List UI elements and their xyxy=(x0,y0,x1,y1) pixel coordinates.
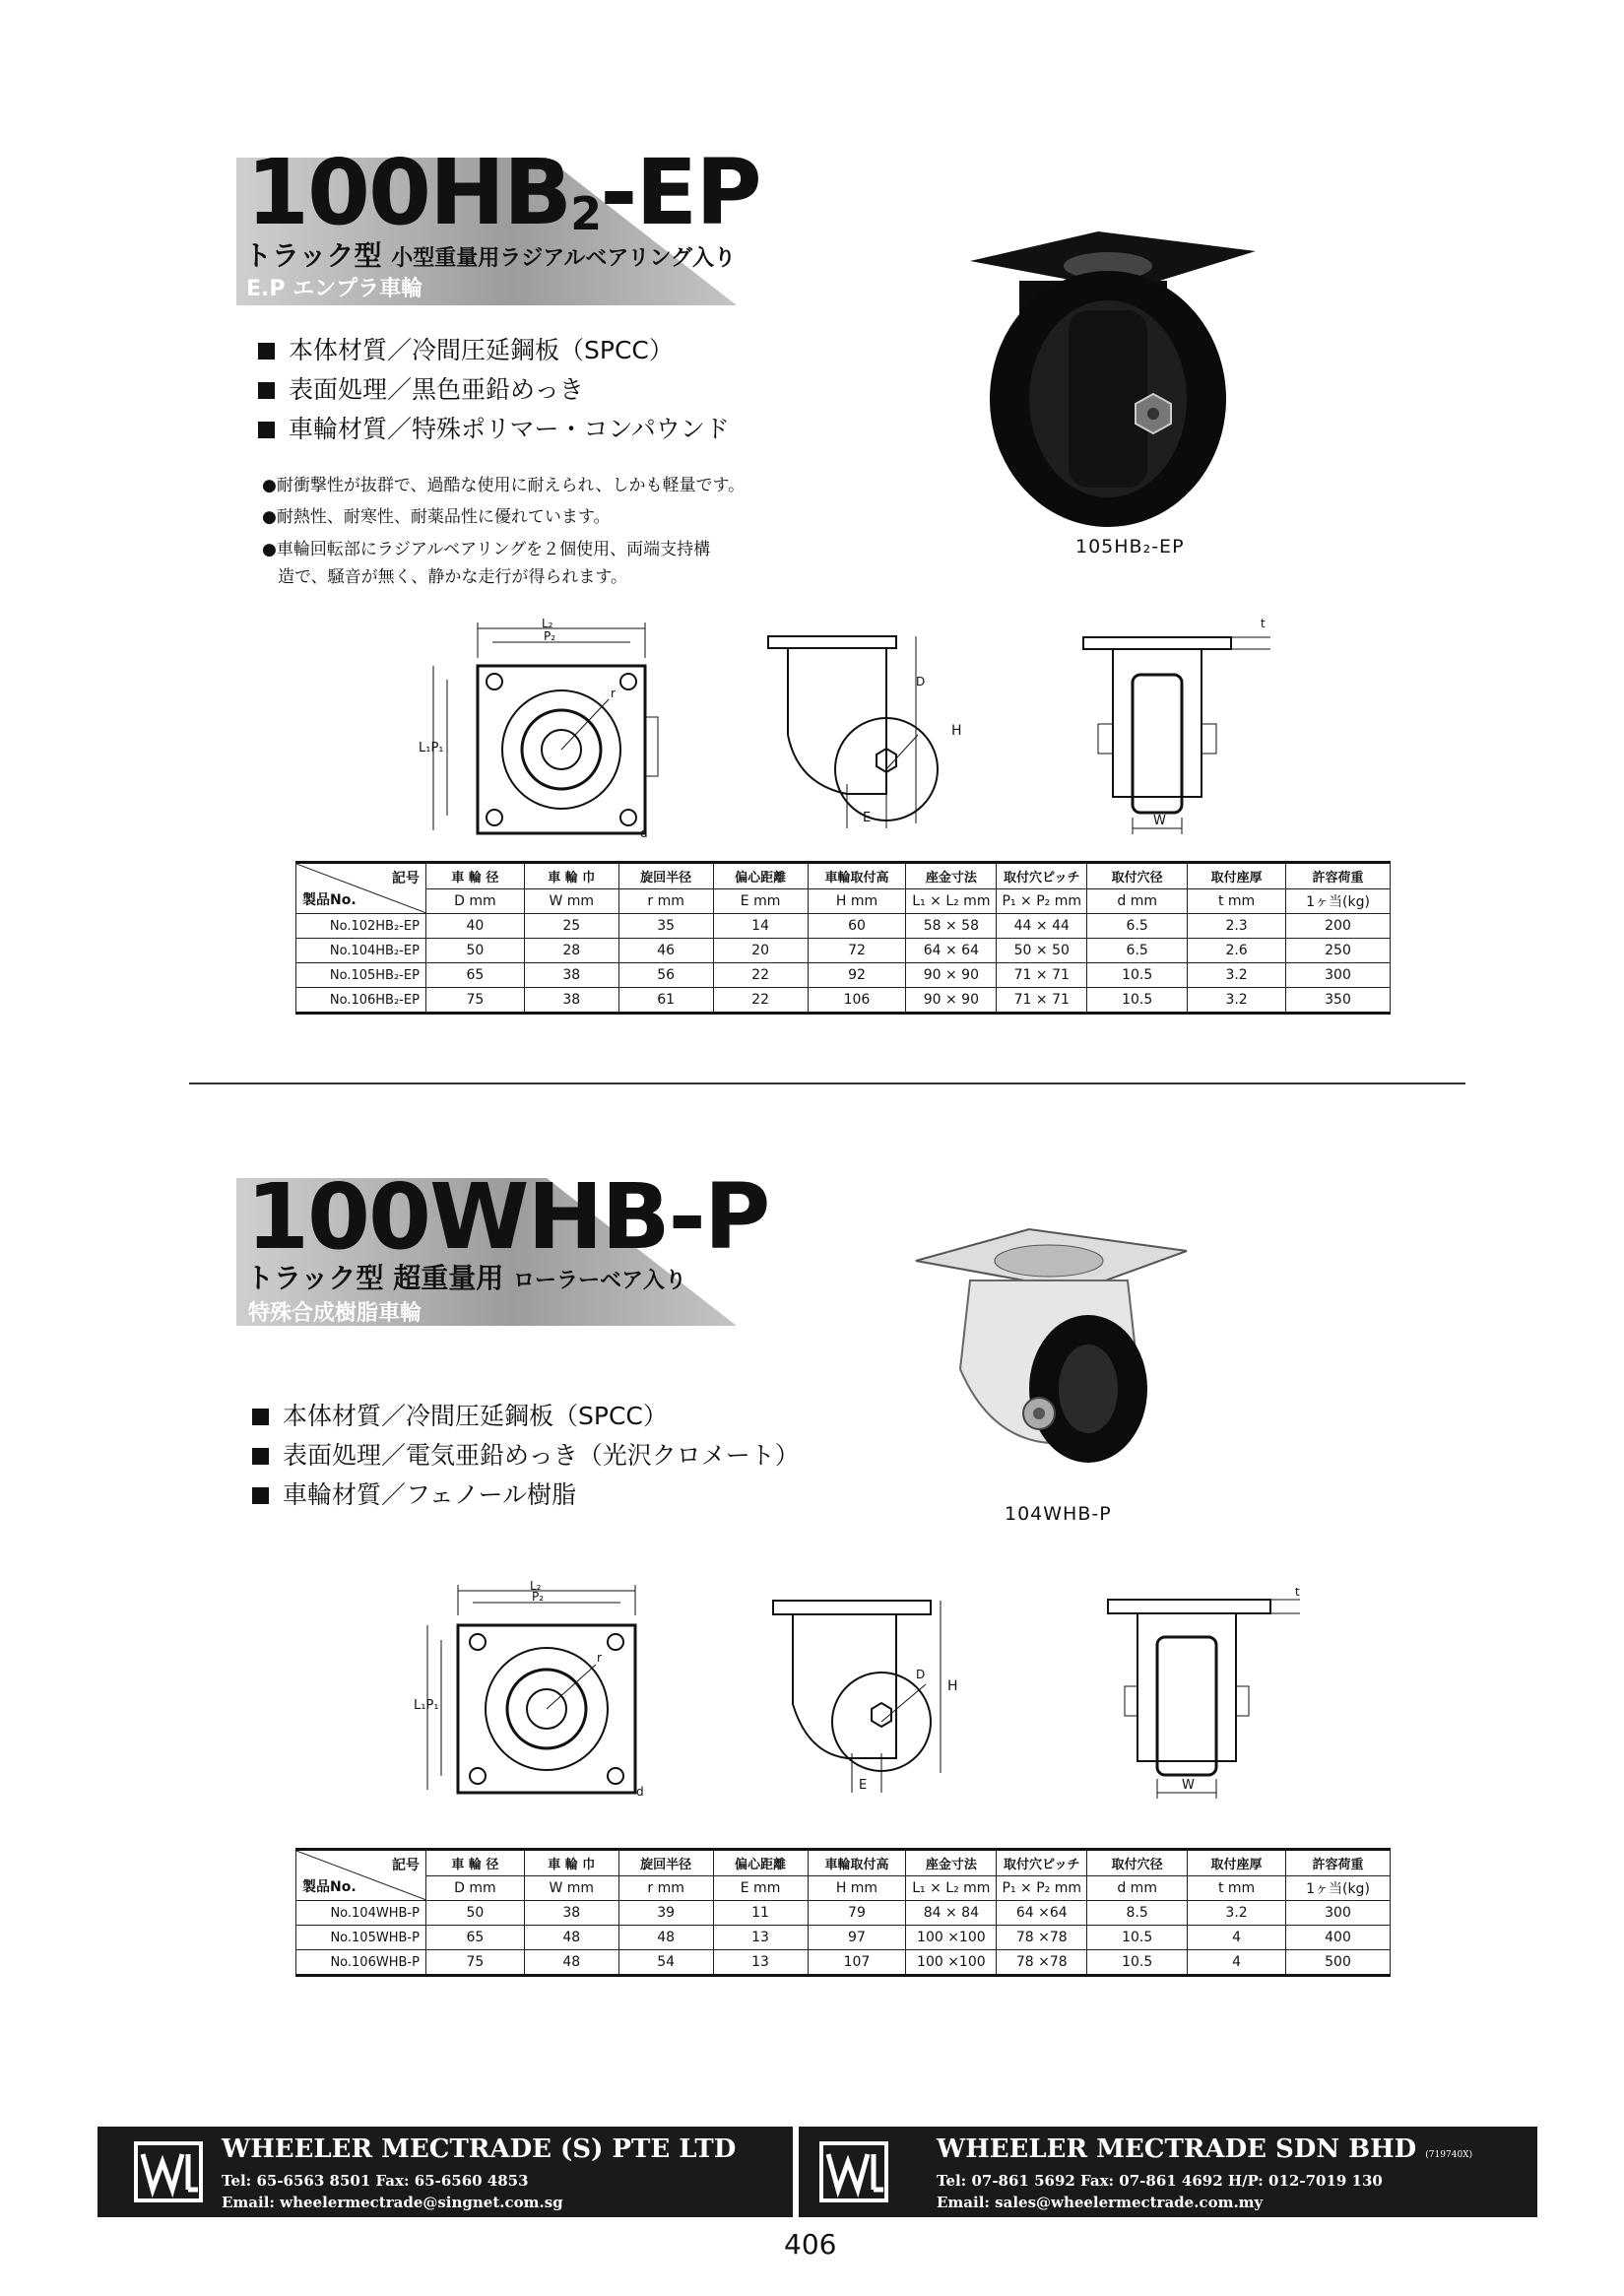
table-corner xyxy=(296,1850,426,1901)
product-number-cell: No.105WHB-P xyxy=(296,1926,426,1950)
drawing-side-view xyxy=(768,1596,975,1803)
col-unit: d mm xyxy=(1087,888,1188,914)
corner-bottom: 製品No. xyxy=(302,892,357,908)
product-number-cell: No.104HB₂-EP xyxy=(296,939,426,963)
svg-text:D: D xyxy=(916,1668,926,1681)
table-cell: 10.5 xyxy=(1087,988,1188,1014)
col-header: 偏心距離 xyxy=(713,863,808,889)
table-cell: 50 xyxy=(425,939,524,963)
col-header: 座金寸法 xyxy=(906,863,997,889)
col-unit: t mm xyxy=(1188,888,1286,914)
table-cell: 65 xyxy=(425,1926,524,1950)
table-cell: 61 xyxy=(618,988,713,1014)
table-cell: 300 xyxy=(1286,963,1391,988)
col-unit: 1ヶ当(kg) xyxy=(1286,1875,1391,1901)
table-cell: 20 xyxy=(713,939,808,963)
drawing-top-view xyxy=(414,619,660,845)
table-cell: 8.5 xyxy=(1087,1901,1188,1926)
drawing-front-view xyxy=(1078,616,1295,842)
svg-text:W: W xyxy=(1153,814,1166,828)
table-row xyxy=(296,914,1391,939)
table-cell: 60 xyxy=(808,914,906,939)
col-unit: L₁ × L₂ mm xyxy=(906,1875,997,1901)
col-header: 車輪取付高 xyxy=(808,863,906,889)
table-cell: 10.5 xyxy=(1087,1926,1188,1950)
company-email: Email: wheelermectrade@singnet.com.sg xyxy=(222,2194,563,2211)
drawing-side-view xyxy=(758,626,975,843)
table-cell: 65 xyxy=(425,963,524,988)
company-phone: Tel: 65-6563 8501 Fax: 65-6560 4853 xyxy=(222,2172,529,2190)
col-unit: H mm xyxy=(808,1875,906,1901)
table-cell: 107 xyxy=(808,1950,906,1976)
col-unit: L₁ × L₂ mm xyxy=(906,888,997,914)
table-cell: 48 xyxy=(618,1926,713,1950)
table-cell: 71 × 71 xyxy=(997,963,1087,988)
table-body xyxy=(296,1901,1391,1976)
col-unit: H mm xyxy=(808,888,906,914)
corner-top: 記号 xyxy=(391,871,420,886)
page-number: 406 xyxy=(784,2228,837,2261)
col-unit: 1ヶ当(kg) xyxy=(1286,888,1391,914)
table-body xyxy=(296,914,1391,1014)
table-cell: 10.5 xyxy=(1087,963,1188,988)
svg-text:t: t xyxy=(1261,617,1266,630)
svg-text:d: d xyxy=(636,1785,644,1799)
col-header: 車 輪 径 xyxy=(425,1850,524,1876)
col-unit: E mm xyxy=(713,888,808,914)
table-cell: 84 × 84 xyxy=(906,1901,997,1926)
svg-text:P₂: P₂ xyxy=(544,629,556,643)
table-cell: 10.5 xyxy=(1087,1950,1188,1976)
corner-bottom: 製品No. xyxy=(302,1879,357,1895)
product-number-cell: No.106HB₂-EP xyxy=(296,988,426,1014)
table-cell: 13 xyxy=(713,1950,808,1976)
table-row xyxy=(296,1950,1391,1976)
table-cell: 92 xyxy=(808,963,906,988)
product-number-cell: No.105HB₂-EP xyxy=(296,963,426,988)
col-header: 許容荷重 xyxy=(1286,863,1391,889)
col-unit: P₁ × P₂ mm xyxy=(997,1875,1087,1901)
section1-subtitle: トラック型 小型重量用ラジアルベアリング入り xyxy=(244,239,737,272)
table-cell: 14 xyxy=(713,914,808,939)
table-cell: 2.6 xyxy=(1188,939,1286,963)
col-unit: W mm xyxy=(524,1875,618,1901)
table-cell: 106 xyxy=(808,988,906,1014)
table-cell: 64 × 64 xyxy=(906,939,997,963)
col-unit: d mm xyxy=(1087,1875,1188,1901)
corner-top: 記号 xyxy=(391,1858,420,1873)
col-header: 車 輪 巾 xyxy=(524,1850,618,1876)
table-cell: 35 xyxy=(618,914,713,939)
product-number-cell: No.104WHB-P xyxy=(296,1901,426,1926)
company-email: Email: sales@wheelermectrade.com.my xyxy=(937,2194,1264,2211)
section-divider xyxy=(189,1082,1465,1084)
table-cell: 38 xyxy=(524,988,618,1014)
table-cell: 50 × 50 xyxy=(997,939,1087,963)
table-cell: 75 xyxy=(425,988,524,1014)
svg-text:H: H xyxy=(951,723,962,739)
col-header: 取付穴ピッチ xyxy=(997,1850,1087,1876)
footer-malaysia xyxy=(799,2127,1537,2217)
table-row xyxy=(296,1901,1391,1926)
wm-logo-icon xyxy=(133,2140,204,2203)
col-header: 車輪取付高 xyxy=(808,1850,906,1876)
feature-line: ●耐熱性、耐寒性、耐薬品性に優れています。 xyxy=(262,507,611,527)
table-cell: 22 xyxy=(713,988,808,1014)
table-cell: 6.5 xyxy=(1087,939,1188,963)
svg-text:r: r xyxy=(597,1651,602,1665)
col-header: 座金寸法 xyxy=(906,1850,997,1876)
svg-text:L₂: L₂ xyxy=(542,619,553,630)
svg-text:L₁P₁: L₁P₁ xyxy=(419,741,444,755)
col-header: 旋回半径 xyxy=(618,863,713,889)
table-cell: 3.2 xyxy=(1188,988,1286,1014)
col-unit: W mm xyxy=(524,888,618,914)
feature-line: 造で、騒音が無く、静かな走行が得られます。 xyxy=(278,567,627,587)
table-cell: 90 × 90 xyxy=(906,988,997,1014)
company-name: WHEELER MECTRADE SDN BHD (719740X) xyxy=(937,2134,1473,2164)
svg-text:L₂: L₂ xyxy=(530,1581,542,1593)
table-cell: 100 ×100 xyxy=(906,1926,997,1950)
col-header: 取付座厚 xyxy=(1188,863,1286,889)
table-row xyxy=(296,939,1391,963)
table-cell: 38 xyxy=(524,1901,618,1926)
table-cell: 4 xyxy=(1188,1926,1286,1950)
table-row xyxy=(296,963,1391,988)
svg-text:r: r xyxy=(611,687,616,700)
table-cell: 25 xyxy=(524,914,618,939)
svg-text:d: d xyxy=(640,826,648,840)
col-header: 偏心距離 xyxy=(713,1850,808,1876)
drawing-top-view xyxy=(414,1581,660,1803)
table-cell: 500 xyxy=(1286,1950,1391,1976)
table-cell: 40 xyxy=(425,914,524,939)
col-unit: r mm xyxy=(618,888,713,914)
col-unit: D mm xyxy=(425,1875,524,1901)
col-unit: t mm xyxy=(1188,1875,1286,1901)
col-header: 車 輪 巾 xyxy=(524,863,618,889)
col-header: 取付穴ピッチ xyxy=(997,863,1087,889)
svg-text:W: W xyxy=(1182,1778,1195,1793)
table-cell: 97 xyxy=(808,1926,906,1950)
table-cell: 79 xyxy=(808,1901,906,1926)
caster-photo-104whb-p xyxy=(911,1221,1197,1477)
table-cell: 6.5 xyxy=(1087,914,1188,939)
table-cell: 72 xyxy=(808,939,906,963)
spec-item: 車輪材質／フェノール樹脂 xyxy=(252,1476,576,1511)
table-cell: 11 xyxy=(713,1901,808,1926)
company-phone: Tel: 07-861 5692 Fax: 07-861 4692 H/P: 012-7019 130 xyxy=(937,2172,1383,2190)
section2-strip: 特殊合成樹脂車輪 xyxy=(248,1301,422,1326)
table-cell: 4 xyxy=(1188,1950,1286,1976)
spec-table-whb-p xyxy=(295,1848,1391,1977)
table-cell: 300 xyxy=(1286,1901,1391,1926)
spec-item: 本体材質／冷間圧延鋼板（SPCC） xyxy=(252,1397,668,1432)
section2-subtitle: トラック型 超重量用 ローラーベア入り xyxy=(246,1262,686,1294)
photo-caption: 104WHB-P xyxy=(1005,1503,1112,1525)
table-cell: 350 xyxy=(1286,988,1391,1014)
table-cell: 3.2 xyxy=(1188,963,1286,988)
table-cell: 22 xyxy=(713,963,808,988)
photo-caption: 105HB₂-EP xyxy=(1075,536,1185,558)
svg-text:L₁P₁: L₁P₁ xyxy=(414,1698,439,1713)
table-cell: 39 xyxy=(618,1901,713,1926)
svg-text:t: t xyxy=(1295,1588,1300,1599)
col-header: 取付座厚 xyxy=(1188,1850,1286,1876)
col-unit: r mm xyxy=(618,1875,713,1901)
svg-text:H: H xyxy=(947,1678,958,1694)
product-number-cell: No.106WHB-P xyxy=(296,1950,426,1976)
feature-line: ●耐衝撃性が抜群で、過酷な使用に耐えられ、しかも軽量です。 xyxy=(262,476,746,495)
table-corner xyxy=(296,863,426,914)
caster-photo-105hb2-ep xyxy=(960,222,1266,537)
col-unit: D mm xyxy=(425,888,524,914)
spec-table-hb2-ep xyxy=(295,861,1391,1015)
table-row xyxy=(296,1926,1391,1950)
table-cell: 64 ×64 xyxy=(997,1901,1087,1926)
svg-text:E: E xyxy=(863,811,872,825)
section1-strip: E.P エンプラ車輪 xyxy=(246,277,423,301)
table-cell: 3.2 xyxy=(1188,1901,1286,1926)
svg-text:P₂: P₂ xyxy=(532,1590,545,1604)
table-cell: 46 xyxy=(618,939,713,963)
table-cell: 56 xyxy=(618,963,713,988)
col-unit: P₁ × P₂ mm xyxy=(997,888,1087,914)
table-cell: 50 xyxy=(425,1901,524,1926)
spec-item: 車輪材質／特殊ポリマー・コンパウンド xyxy=(258,410,730,445)
table-cell: 200 xyxy=(1286,914,1391,939)
product-number-cell: No.102HB₂-EP xyxy=(296,914,426,939)
spec-item: 表面処理／黒色亜鉛めっき xyxy=(258,370,584,406)
table-cell: 58 × 58 xyxy=(906,914,997,939)
svg-text:E: E xyxy=(859,1778,868,1793)
col-header: 取付穴径 xyxy=(1087,863,1188,889)
table-cell: 13 xyxy=(713,1926,808,1950)
spec-item: 本体材質／冷間圧延鋼板（SPCC） xyxy=(258,331,674,366)
table-cell: 38 xyxy=(524,963,618,988)
col-unit: E mm xyxy=(713,1875,808,1901)
footer-singapore xyxy=(97,2127,793,2217)
table-cell: 78 ×78 xyxy=(997,1926,1087,1950)
col-header: 取付穴径 xyxy=(1087,1850,1188,1876)
wm-logo-icon xyxy=(818,2140,889,2203)
table-cell: 48 xyxy=(524,1950,618,1976)
table-cell: 2.3 xyxy=(1188,914,1286,939)
table-cell: 250 xyxy=(1286,939,1391,963)
table-cell: 75 xyxy=(425,1950,524,1976)
table-cell: 28 xyxy=(524,939,618,963)
table-cell: 54 xyxy=(618,1950,713,1976)
table-cell: 44 × 44 xyxy=(997,914,1087,939)
drawing-front-view xyxy=(1103,1588,1310,1804)
table-cell: 48 xyxy=(524,1926,618,1950)
section1-model-title: $100HB_2-EP$ xyxy=(246,140,760,245)
table-cell: 71 × 71 xyxy=(997,988,1087,1014)
table-cell: 400 xyxy=(1286,1926,1391,1950)
table-row xyxy=(296,988,1391,1014)
section2-model-title: 100WHB-P xyxy=(246,1164,769,1270)
table-cell: 90 × 90 xyxy=(906,963,997,988)
spec-item: 表面処理／電気亜鉛めっき（光沢クロメート） xyxy=(252,1436,800,1472)
table-cell: 100 ×100 xyxy=(906,1950,997,1976)
col-header: 車 輪 径 xyxy=(425,863,524,889)
feature-line: ●車輪回転部にラジアルベアリングを２個使用、両端支持構 xyxy=(262,540,711,559)
svg-text:D: D xyxy=(916,675,926,689)
table-cell: 78 ×78 xyxy=(997,1950,1087,1976)
company-name: WHEELER MECTRADE (S) PTE LTD xyxy=(222,2134,737,2164)
col-header: 旋回半径 xyxy=(618,1850,713,1876)
col-header: 許容荷重 xyxy=(1286,1850,1391,1876)
